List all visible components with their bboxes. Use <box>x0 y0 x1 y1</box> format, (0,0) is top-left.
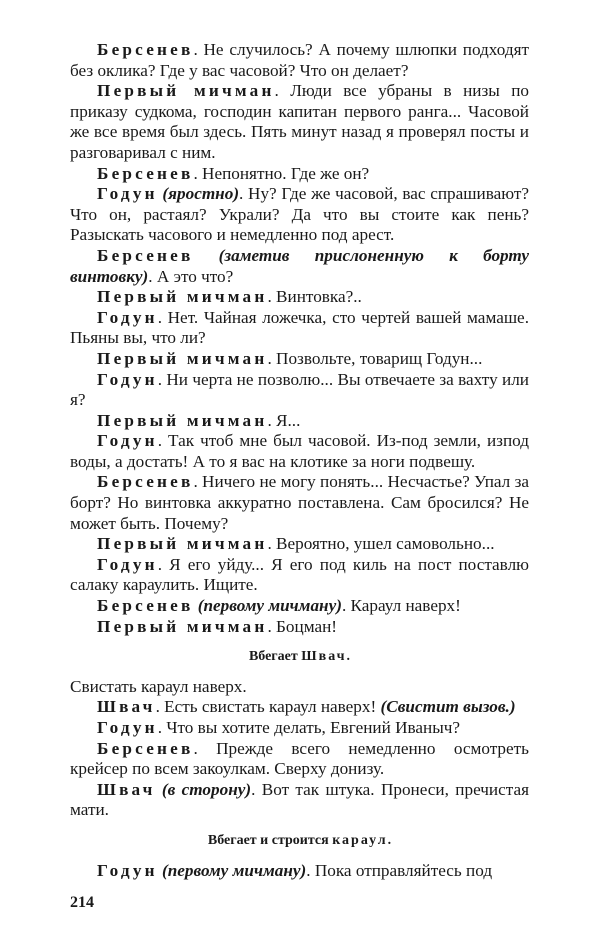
speech-michman-4 <box>70 411 529 432</box>
speech-godun-5 <box>70 555 529 596</box>
speaker-name: Первый мичман <box>97 348 268 368</box>
page-number: 214 <box>70 894 94 912</box>
speaker-name: Берсенев <box>97 163 194 183</box>
speaker-name: Берсенев <box>97 40 194 59</box>
stage-direction-enter-shvach <box>70 647 529 668</box>
speech-text: . Так чтоб мне был часовой. Из-под земли, изпод воды, а достать! А то я вас на клотике за ноги подвешу. <box>70 431 529 471</box>
speech-godun-6 <box>70 718 529 739</box>
speaker-name: Годун <box>97 184 158 204</box>
book-page <box>70 40 529 914</box>
speech-text: . Винтовка?.. <box>267 287 362 307</box>
speech-shvach-1 <box>70 697 529 718</box>
plain-text: Свистать караул наверх. <box>70 676 247 696</box>
speech-bersenev-1 <box>70 40 529 81</box>
speaker-name: Первый мичман <box>97 616 268 636</box>
speech-michman-5 <box>70 534 529 555</box>
speech-godun-2 <box>70 308 529 349</box>
speaker-name: Первый мичман <box>97 81 275 101</box>
speech-michman-3 <box>70 349 529 370</box>
speech-text: . Вероятно, ушел самовольно... <box>267 534 495 554</box>
speech-text: . Я... <box>267 410 301 430</box>
speech-shvach-2 <box>70 780 529 821</box>
stage-text: Вбегает и строится <box>207 832 333 848</box>
speaker-name: Годун <box>97 431 158 451</box>
speech-text: . Позвольте, товарищ Годун... <box>267 348 483 368</box>
speech-text: . А это что? <box>148 266 234 286</box>
speech-text: . Боцман! <box>267 616 338 636</box>
speech-text: . Ни черта не позволю... Вы отвечаете за вахту или я? <box>70 369 529 410</box>
stage-text: Вбегает <box>248 649 302 665</box>
speech-text: . Ну? Где же часовой, вас спрашивают? Что он, растаял? Украли? Да что вы стоите как пень? Разыскать часового и немедленно под арест. <box>70 184 529 245</box>
speech-text: . Нет. Чайная ложечка, сто чертей вашей мамаше. Пьяны вы, что ли? <box>70 307 529 348</box>
speaker-name: Швач <box>97 697 156 717</box>
stage-tail: . <box>346 649 351 665</box>
speech-bersenev-5 <box>70 596 529 617</box>
speech-michman-6 <box>70 617 529 638</box>
speech-michman-1 <box>70 81 529 163</box>
speech-text: . Непонятно. Где же он? <box>193 163 370 183</box>
speech-text: . Я его уйду... Я его под киль на пост поставлю салаку караулить. Ищите. <box>70 554 529 595</box>
speaker-name: Первый мичман <box>97 534 268 554</box>
continued-line <box>70 677 529 698</box>
stage-direction: (первому мичману) <box>193 596 342 616</box>
speech-bersenev-3 <box>70 246 529 287</box>
stage-name: караул <box>332 832 388 848</box>
speech-text: . Прежде всего немедленно осмотреть крейсер по всем закоулкам. Сверху донизу. <box>70 738 529 779</box>
stage-direction: (в сторону) <box>155 779 252 799</box>
speaker-name: Годун <box>97 718 158 737</box>
stage-tail: . <box>387 832 392 848</box>
speech-godun-4 <box>70 431 529 472</box>
stage-direction: (Свистит вызов.) <box>380 697 516 717</box>
speaker-name: Швач <box>97 779 156 799</box>
speech-text: . Пока отправляйтесь под <box>306 860 493 880</box>
stage-direction: (заметив прислоненную к борту винтовку) <box>70 245 529 286</box>
speaker-name: Годун <box>97 307 158 327</box>
speech-godun-1 <box>70 184 529 246</box>
speech-text: . Вот так штука. Пронеси, пречистая мати. <box>70 779 529 820</box>
speech-bersenev-4 <box>70 472 529 534</box>
stage-name: Швач <box>301 649 347 665</box>
speech-godun-3 <box>70 370 529 411</box>
speaker-name: Первый мичман <box>97 410 268 430</box>
speaker-name: Берсенев <box>97 596 194 616</box>
speaker-name: Годун <box>97 860 158 880</box>
speech-text: . Не случилось? А почему шлюпки подходят без оклика? Где у вас часовой? Что он делает? <box>70 40 529 80</box>
speaker-name: Первый мичман <box>97 287 268 307</box>
speaker-name: Берсенев <box>97 472 194 492</box>
speaker-name: Берсенев <box>97 738 194 758</box>
speech-bersenev-2 <box>70 164 529 185</box>
speech-michman-2 <box>70 287 529 308</box>
speech-godun-7 <box>70 861 529 882</box>
speech-text: . Люди все убраны в низы по приказу судкома, господин капитан первого ранга... Часовой же все время был здесь. Пять минут назад я проверял посты и разговаривал с ним. <box>70 81 529 162</box>
speech-text: . Что вы хотите делать, Евгений Иваныч? <box>157 718 461 737</box>
speaker-name: Годун <box>97 369 158 389</box>
speaker-name: Берсенев <box>97 245 194 265</box>
speech-bersenev-6 <box>70 739 529 780</box>
speech-text: . Ничего не могу понять... Несчастье? Упал за борт? Но винтовка аккуратно поставлена. Сам бросился? Не может быть. Почему? <box>70 472 529 533</box>
speech-text: . Есть свистать караул наверх! <box>155 697 381 717</box>
stage-direction: (яростно) <box>157 184 240 204</box>
stage-direction: (первому мичману) <box>157 860 307 880</box>
speech-text: . Караул наверх! <box>341 596 461 616</box>
stage-direction-enter-guard <box>70 831 529 852</box>
speaker-name: Годун <box>97 554 158 574</box>
